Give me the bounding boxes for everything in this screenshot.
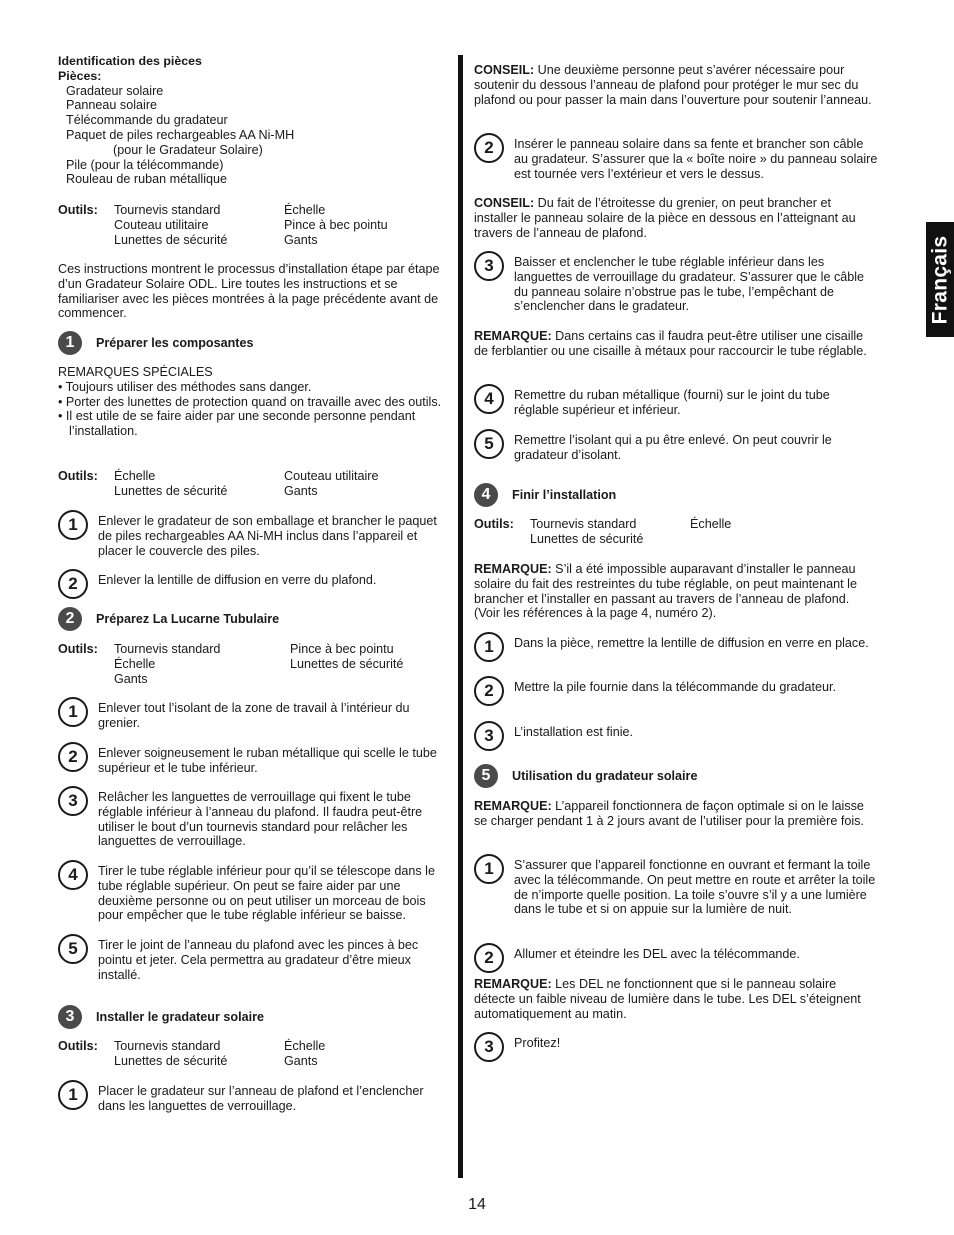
step-text: Insérer le panneau solaire dans sa fente et brancher son câble au gradateur. S’assurer que la « boîte noire » du panneau solaire est tournée vers l’extérieur et vers le dessus. xyxy=(514,137,878,181)
step-text: Placer le gradateur sur l’anneau de plafond et l’enclencher dans les languettes de verrouillage. xyxy=(98,1084,424,1113)
remark-bullet: • Porter des lunettes de protection quand on travaille avec des outils. xyxy=(58,394,442,409)
step-2-1 xyxy=(58,701,444,731)
tools-column-2 xyxy=(290,642,450,686)
step-number: 4 xyxy=(58,860,88,890)
parts-list xyxy=(58,54,294,187)
tool-item: Gants xyxy=(284,232,318,247)
tool-item: Échelle xyxy=(284,203,326,217)
part-item: Gradateur solaire xyxy=(66,83,164,98)
step-number: 3 xyxy=(474,251,504,281)
step-text: Remettre l’isolant qui a pu être enlevé. On peut couvrir le gradateur d’isolant. xyxy=(514,433,832,462)
section-1-badge: 1 xyxy=(58,331,82,355)
step-2-4 xyxy=(58,864,444,923)
step-text: Enlever soigneusement le ruban métallique qui scelle le tube supérieur et le tube inférieur. xyxy=(98,746,437,775)
step-text: S’assurer que l’appareil fonctionne en ouvrant et fermant la toile avec la télécommande. On peut mettre en route et arrêter la toile de n’importe quelle position. La toile s’ouvre s’il y a une lumière dans le tube et si on appuie sur la lumière de nuit. xyxy=(514,858,876,917)
step-number: 3 xyxy=(58,786,88,816)
note-label: REMARQUE: xyxy=(474,799,552,813)
step-3-2 xyxy=(474,137,878,181)
step-number: 1 xyxy=(58,510,88,540)
tool-item: Échelle xyxy=(284,1039,326,1053)
step-1-1 xyxy=(58,514,444,558)
note-text: S’il a été impossible auparavant d’installer le panneau solaire du fait des restreintes du tube réglable, on peut maintenant le brancher et l’installer en passant au travers de l’anneau de plafond. (Voir les références à la page 4, numéro 2). xyxy=(474,562,857,621)
tip-text: Une deuxième personne peut s’avérer nécessaire pour soutenir du dessous l’anneau de plafond pour protéger le mur sec du plafond ou pour passer la main dans l’ouverture pour soutenir l’anneau. xyxy=(474,63,872,107)
tools-column-1 xyxy=(114,203,284,247)
tool-item: Tournevis standard xyxy=(114,1039,221,1053)
step-4-2 xyxy=(474,680,878,706)
tool-item: Échelle xyxy=(114,656,156,671)
part-item: Rouleau de ruban métallique xyxy=(66,172,228,187)
step-number: 5 xyxy=(474,429,504,459)
tools-column-2 xyxy=(284,1039,450,1069)
note-label: REMARQUE: xyxy=(474,562,552,576)
tools-column-1 xyxy=(114,642,290,686)
step-3-3 xyxy=(474,255,878,314)
tools-column-2 xyxy=(284,203,450,247)
section-4-tools xyxy=(474,517,878,547)
step-5-2 xyxy=(474,947,878,973)
step-1-2 xyxy=(58,573,444,599)
part-item: Panneau solaire xyxy=(66,98,158,113)
tools-label: Outils: xyxy=(474,517,514,531)
step-2-3 xyxy=(58,790,444,849)
section-3-badge: 3 xyxy=(58,1005,82,1029)
tool-item: Lunettes de sécurité xyxy=(114,1053,228,1068)
tools-label: Outils: xyxy=(58,642,98,656)
step-2-5 xyxy=(58,938,444,982)
tools-column-1 xyxy=(114,1039,284,1069)
tools-label: Outils: xyxy=(58,1039,98,1053)
note-paragraph xyxy=(474,329,874,359)
note-paragraph xyxy=(474,799,874,829)
section-4-badge: 4 xyxy=(474,483,498,507)
note-label: REMARQUE: xyxy=(474,977,552,991)
remark-bullet: • Il est utile de se faire aider par une seconde personne pendant l’installation. xyxy=(58,409,416,439)
step-2-2 xyxy=(58,746,444,776)
part-item: Télécommande du gradateur xyxy=(66,113,228,128)
note-label: REMARQUE: xyxy=(474,329,552,343)
step-3-1 xyxy=(58,1084,448,1114)
tool-item: Gants xyxy=(284,483,318,498)
tip-paragraph xyxy=(474,196,874,240)
step-number: 3 xyxy=(474,1032,504,1062)
section-1-title: Préparer les composantes xyxy=(96,335,254,350)
part-item: Pile (pour la télécommande) xyxy=(66,157,224,172)
tip-paragraph xyxy=(474,63,874,107)
tool-item: Gants xyxy=(114,671,148,686)
tools-column-2 xyxy=(284,469,450,499)
step-number: 1 xyxy=(474,854,504,884)
step-text: Enlever tout l’isolant de la zone de travail à l’intérieur du grenier. xyxy=(98,701,410,730)
tools-column-1 xyxy=(530,517,690,547)
step-text: Allumer et éteindre les DEL avec la télécommande. xyxy=(514,947,800,961)
remark-bullet: • Toujours utiliser des méthodes sans danger. xyxy=(58,379,312,394)
tool-item: Lunettes de sécurité xyxy=(114,483,228,498)
intro-paragraph: Ces instructions montrent le processus d’installation étape par étape d’un Gradateur Solaire ODL. Lire toutes les instructions et se familiariser avec les pièces montrées à la page précédente avant de commencer. xyxy=(58,262,440,321)
section-1-header xyxy=(58,331,254,355)
column-divider xyxy=(458,55,463,1178)
tool-item: Échelle xyxy=(114,469,156,483)
tool-item: Lunettes de sécurité xyxy=(290,656,404,671)
step-number: 2 xyxy=(474,133,504,163)
part-item: Paquet de piles rechargeables AA Ni-MH xyxy=(66,127,295,142)
step-5-3 xyxy=(474,1036,878,1062)
step-4-3 xyxy=(474,725,878,751)
tool-item: Couteau utilitaire xyxy=(114,217,209,232)
tool-item: Couteau utilitaire xyxy=(284,469,379,483)
step-text: L’installation est finie. xyxy=(514,725,634,739)
step-number: 3 xyxy=(474,721,504,751)
tool-item: Tournevis standard xyxy=(530,517,637,531)
tool-item: Gants xyxy=(284,1053,318,1068)
note-text: Les DEL ne fonctionnent que si le panneau solaire détecte un faible niveau de lumière dans le tube. Les DEL s’éteignent automatiquement au matin. xyxy=(474,977,861,1021)
tools-column-1 xyxy=(114,469,284,499)
tool-item: Tournevis standard xyxy=(114,642,221,656)
language-tab xyxy=(926,222,954,337)
step-number: 2 xyxy=(58,569,88,599)
step-3-4 xyxy=(474,388,878,418)
tool-item: Lunettes de sécurité xyxy=(530,531,644,546)
tip-label: CONSEIL: xyxy=(474,196,535,210)
section-3-tools xyxy=(58,1039,450,1069)
note-text: L’appareil fonctionnera de façon optimale si on le laisse se charger pendant 1 à 2 jours avant de l’utiliser pour la première fois. xyxy=(474,799,864,828)
step-text: Profitez! xyxy=(514,1036,561,1050)
section-2-title: Préparez La Lucarne Tubulaire xyxy=(96,611,280,626)
step-text: Enlever le gradateur de son emballage et brancher le paquet de piles rechargeables AA Ni-MH inclus dans l’appareil et placer le couvercle des piles. xyxy=(98,514,437,558)
tools-label: Outils: xyxy=(58,203,98,217)
parts-heading: Identification des pièces xyxy=(58,54,202,68)
tools-list xyxy=(58,203,450,247)
section-4-title: Finir l’installation xyxy=(512,487,617,502)
section-3-title: Installer le gradateur solaire xyxy=(96,1009,264,1024)
step-number: 2 xyxy=(474,943,504,973)
section-2-tools xyxy=(58,642,450,686)
step-number: 2 xyxy=(58,742,88,772)
step-text: Dans la pièce, remettre la lentille de diffusion en verre en place. xyxy=(514,636,869,650)
step-number: 4 xyxy=(474,384,504,414)
step-text: Mettre la pile fournie dans la télécommande du gradateur. xyxy=(514,680,837,694)
tools-label: Outils: xyxy=(58,469,98,483)
section-3-header xyxy=(58,1005,264,1029)
step-number: 5 xyxy=(58,934,88,964)
language-tab-label: Français xyxy=(928,235,951,324)
remarks-title: REMARQUES SPÉCIALES xyxy=(58,365,213,379)
section-2-badge: 2 xyxy=(58,607,82,631)
step-text: Baisser et enclencher le tube réglable inférieur dans les languettes de verrouillage du gradateur. S’assurer que le câble du panneau solaire n’obstrue pas le tube, l’empêchant de s’enclencher dans le gradateur. xyxy=(514,255,865,314)
step-number: 1 xyxy=(474,632,504,662)
step-text: Tirer le joint de l’anneau du plafond avec les pinces à bec pointu et jeter. Cela permettra au gradateur d’être mieux installé. xyxy=(98,938,419,982)
section-5-header xyxy=(474,764,697,788)
tool-item: Pince à bec pointu xyxy=(284,217,388,232)
tool-item: Tournevis standard xyxy=(114,203,221,217)
section-5-badge: 5 xyxy=(474,764,498,788)
section-2-header xyxy=(58,607,279,631)
section-1-tools xyxy=(58,469,450,499)
section-5-title: Utilisation du gradateur solaire xyxy=(512,768,698,783)
tools-column-2 xyxy=(690,517,878,547)
note-text: Dans certains cas il faudra peut-être utiliser une cisaille de ferblantier ou une cisaille à métaux pour raccourcir le tube réglable. xyxy=(474,329,867,358)
step-5-1 xyxy=(474,858,878,917)
page-number: 14 xyxy=(468,1196,486,1213)
step-text: Tirer le tube réglable inférieur pour qu’il se télescope dans le tube réglable supérieur. On peut se faire aider par une deuxième personne ou on peut utiliser un morceau de bois pour empêcher que le tube réglable inférieur se baisse. xyxy=(98,864,435,923)
step-number: 1 xyxy=(58,697,88,727)
part-item-note: (pour le Gradateur Solaire) xyxy=(113,142,263,157)
note-paragraph xyxy=(474,977,874,1021)
step-3-5 xyxy=(474,433,878,463)
tool-item: Échelle xyxy=(690,517,732,531)
tip-text: Du fait de l’étroitesse du grenier, on peut brancher et installer le panneau solaire de la pièce en dessous en l’atteignant au travers de l’anneau de plafond. xyxy=(474,196,856,240)
tool-item: Lunettes de sécurité xyxy=(114,232,228,247)
note-paragraph xyxy=(474,562,874,621)
step-text: Enlever la lentille de diffusion en verre du plafond. xyxy=(98,573,377,587)
section-4-header xyxy=(474,483,616,507)
step-text: Relâcher les languettes de verrouillage qui fixent le tube réglable inférieur à l’anneau du plafond. Il faudra peut-être utiliser le bout d’un tournevis standard pour relâcher les languettes de verrouillage. xyxy=(98,790,423,849)
special-remarks xyxy=(58,365,444,439)
step-number: 2 xyxy=(474,676,504,706)
step-4-1 xyxy=(474,636,878,662)
parts-label: Pièces: xyxy=(58,68,102,83)
step-number: 1 xyxy=(58,1080,88,1110)
tip-label: CONSEIL: xyxy=(474,63,535,77)
tool-item: Pince à bec pointu xyxy=(290,642,394,656)
step-text: Remettre du ruban métallique (fourni) sur le joint du tube réglable supérieur et inférieur. xyxy=(514,388,830,417)
